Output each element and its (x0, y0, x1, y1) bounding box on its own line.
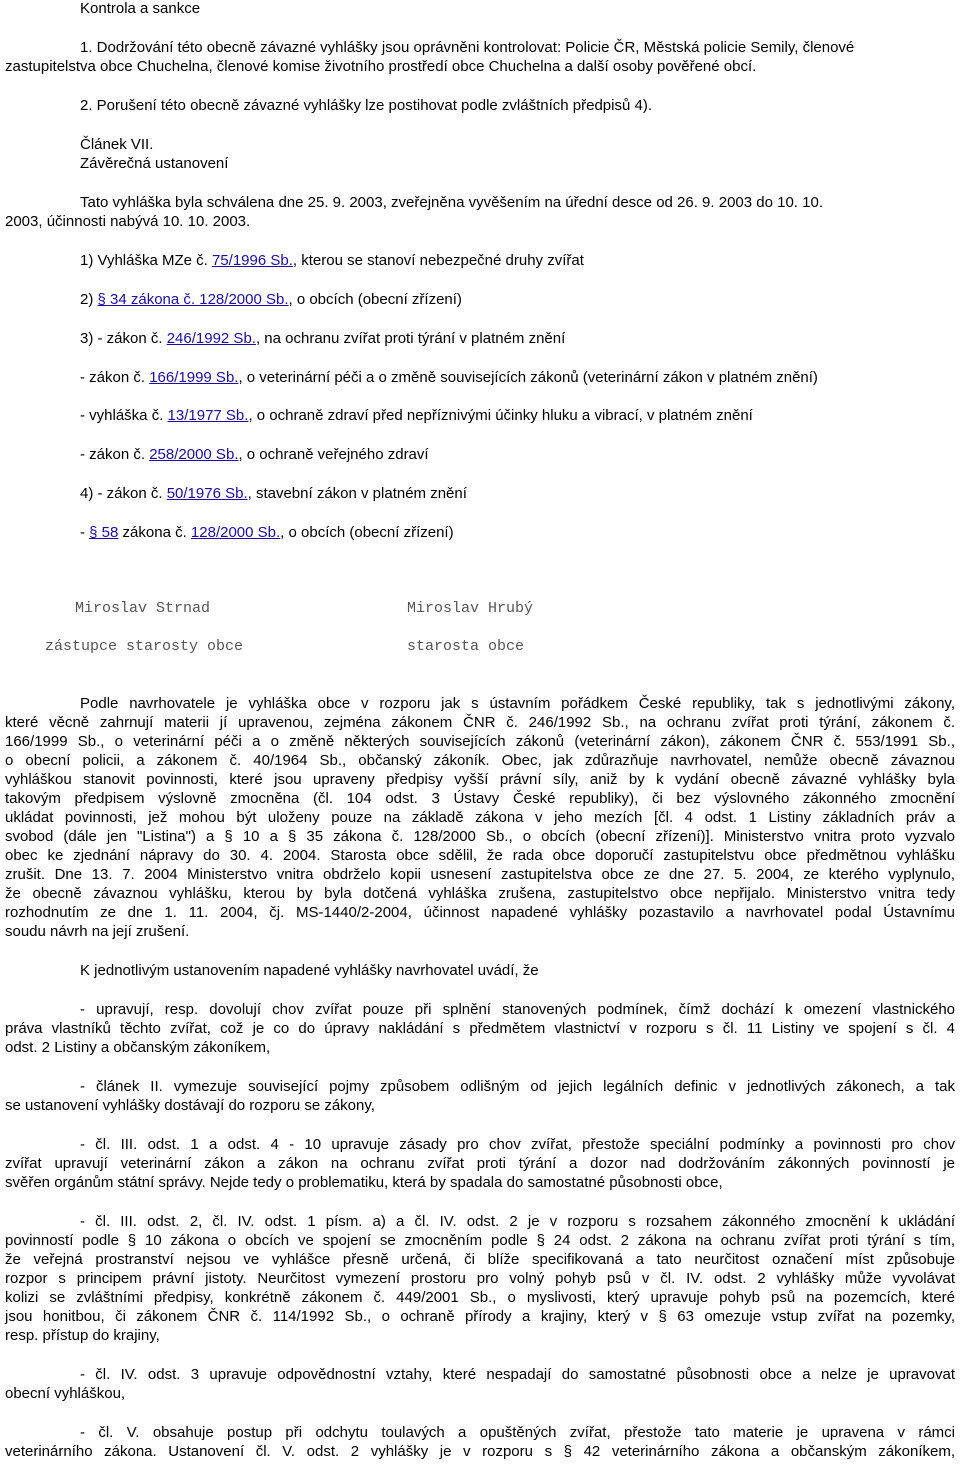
body-line: které věcně zahrnují materii jí upravenou, zejména zákonem ČNR č. 246/1992 Sb., na ochranu zvířat proti týrání, zákonem č. (5, 714, 955, 731)
body-line: o obecní policii, a zákonem č. 40/1964 Sb., občanský zákoník. Obec, jak zdůrazňuje navrhovatel, nemůže obecně závaznou (5, 752, 955, 769)
body-line: takovým předpisem výslovně zmocněna (čl. 104 odst. 3 Ústavy České republiky), či bez výslovného zákonného zmocnění (5, 790, 955, 807)
footnote-link[interactable]: 166/1999 Sb. (149, 369, 239, 386)
footnote: 1) Vyhláška MZe č. 75/1996 Sb., kterou se stanoví nebezpečné druhy zvířat (80, 252, 584, 269)
final-line-1: Tato vyhláška byla schválena dne 25. 9. 2003, zveřejněna vyvěšením na úřední desce od 26. 9. 2003 do 10. 10. (80, 194, 823, 211)
footnote: 3) - zákon č. 246/1992 Sb., na ochranu zvířat proti týrání v platném znění (80, 330, 566, 347)
bullet-line: - čl. III. odst. 2, čl. IV. odst. 1 písm. a) a čl. IV. odst. 2 je v rozporu s rozsahem zákonného zmocnění k ukládání (80, 1213, 955, 1230)
footnote-link[interactable]: 13/1977 Sb. (167, 407, 249, 424)
body-line: rozhodnutím ze dne 1. 11. 2004, čj. MS-1440/2-2004, účinnost napadené vyhlášky pozastavilo a navrhovatel podal Ústavnímu (5, 904, 955, 921)
bullet-line: kolizi se zvláštními předpisy, konkrétně zákonem č. 449/2001 Sb., o myslivosti, který upravuje pohyb psů na pozemcích, které (5, 1289, 955, 1306)
signature-right-name: Miroslav Hrubý (407, 600, 534, 617)
bullet-line: - upravují, resp. dovolují chov zvířat pouze při splnění stanovených podmínek, čímž dochází k omezení vlastnického (80, 1001, 955, 1018)
body-line: ukládat povinnosti, jež mohou být uloženy pouze na základě zákona v jeho mezích [čl. 4 odst. 1 Listiny základních práv a (5, 809, 955, 826)
bullet-line: odst. 2 Listiny a občanským zákoníkem, (5, 1039, 271, 1056)
bullet-line: - čl. III. odst. 1 a odst. 4 - 10 upravuje zásady pro chov zvířat, přestože speciální podmínky a povinnosti pro chov (80, 1136, 955, 1153)
footnote-link[interactable]: § 34 zákona č. 128/2000 Sb. (97, 291, 289, 308)
footnote: - zákon č. 166/1999 Sb., o veterinární péči a o změně souvisejících zákonů (veterinární zákon v platném znění) (80, 369, 818, 386)
footnote-link[interactable]: § 58 (89, 524, 119, 541)
footnote-link[interactable]: 50/1976 Sb. (166, 485, 248, 502)
final-line-2: 2003, účinnosti nabývá 10. 10. 2003. (5, 213, 251, 230)
bullet-line: resp. přístup do krajiny, (5, 1327, 160, 1344)
signature-right-role: starosta obce (407, 638, 525, 655)
body-line: soudu návrh na její zrušení. (5, 923, 190, 940)
bullet-line: - čl. V. obsahuje postup při odchytu toulavých a opuštěných zvířat, přestože tato materie je upravena v rámci (80, 1424, 955, 1441)
bullet-line: že veřejná prostranství nejsou ve vyhlášce přesně určená, či blíže specifikovaná a tato neurčitost označení míst způsobuje (5, 1251, 955, 1268)
footnote: - zákon č. 258/2000 Sb., o ochraně veřejného zdraví (80, 446, 429, 463)
signature-left-name: Miroslav Strnad (75, 600, 211, 617)
body-line: že obecně závaznou vyhlášku, kterou by byla dotčená vyhláška zrušena, zastupitelstvo obce nepřijalo. Ministerstvo vnitra tedy (5, 885, 955, 902)
paragraph-1-line-2: zastupitelstva obce Chuchelna, členové komise životního prostředí obce Chuchelna a další osoby pověřené obcí. (5, 58, 757, 75)
body-line: obec ke zjednání nápravy do 30. 4. 2004. Starosta obce sdělil, že rada obce doporučí zastupitelstvu obce předmětnou vyhlášku (5, 847, 955, 864)
bullet-line: se ustanovení vyhlášky dostávají do rozporu se zákony, (5, 1097, 375, 1114)
paragraph-2: 2. Porušení této obecně závazné vyhlášky lze postihovat podle zvláštních předpisů 4). (80, 97, 652, 114)
intro-2: K jednotlivým ustanovením napadené vyhlášky navrhovatel uvádí, že (80, 962, 539, 979)
article-number: Článek VII. (80, 136, 154, 153)
heading: Kontrola a sankce (80, 0, 201, 17)
bullet-line: jsou honitbou, či zákonem ČNR č. 114/1992 Sb., o ochraně přírody a krajiny, který v § 63 omezuje vstup zvířat na pozemky, (5, 1308, 955, 1325)
bullet-line: rozpor s principem právní jistoty. Neurčitost vymezení prostoru pro volný pohyb psů v čl. IV. odst. 2 vyhlášky může vyvolávat (5, 1270, 955, 1287)
footnote-link[interactable]: 246/1992 Sb. (166, 330, 256, 347)
article-title: Závěrečná ustanovení (80, 155, 229, 172)
paragraph-1-line-1: 1. Dodržování této obecně závazné vyhlášky jsou oprávněni kontrolovat: Policie ČR, Městská policie Semily, členové (80, 39, 855, 56)
footnote-link[interactable]: 75/1996 Sb. (211, 252, 293, 269)
bullet-line: veterinárního zákona. Ustanovení čl. V. odst. 2 vyhlášky je v rozporu s § 42 veterinárního zákona a občanským zákoníkem, (5, 1443, 955, 1460)
bullet-line: zvířat upravují veterinární zákon a zákon na ochranu zvířat proti týrání a dozor nad dodržováním zákonných povinností je (5, 1155, 955, 1172)
body-line: 166/1999 Sb., o veterinární péči a o změně některých souvisejících zákonů (veterinární zákon), zákonem ČNR č. 553/1991 Sb., (5, 733, 955, 750)
body-line: Podle navrhovatele je vyhláška obce v rozporu jak s ústavním pořádkem České republiky, tak s jednotlivými zákony, (80, 695, 955, 712)
body-line: vyhláškou stanovit povinnosti, které jsou upraveny předpisy vyšší právní síly, aniž by k vydání obecně závazné vyhlášky byla (5, 771, 955, 788)
bullet-line: - čl. IV. odst. 3 upravuje odpovědnostní vztahy, které nespadají do samostatné působnosti obce a nelze je upravovat (80, 1366, 955, 1383)
bullet-line: svěřen orgánům státní správy. Nejde tedy o problematiku, která by spadala do samostatné působnosti obce, (5, 1174, 723, 1191)
bullet-line: - článek II. vymezuje související pojmy způsobem odlišným od jejich legálních definic v jednotlivých zákonech, a tak (80, 1078, 955, 1095)
body-line: svobod (dále jen "Listina") a § 10 a § 35 zákona č. 128/2000 Sb., o obcích (obecní zřízení)]. Ministerstvo vnitra proto vyzvalo (5, 828, 955, 845)
body-line: zrušit. Dne 13. 7. 2004 Ministerstvo vnitra obdrželo kopii usnesení zastupitelstva obce ze dne 27. 5. 2004, ze kterého vyplynulo, (5, 866, 955, 883)
bullet-line: práva vlastníků těchto zvířat, což je co do úpravy nakládání s předmětem vlastnictví v rozporu s čl. 11 Listiny ve spojení s čl. 4 (5, 1020, 955, 1037)
footnote-link[interactable]: 128/2000 Sb. (190, 524, 281, 541)
bullet-line: povinností podle § 10 zákona o obcích ve spojení se zmocněním podle § 24 odst. 2 zákona na ochranu zvířat proti týrání s tím, (5, 1232, 955, 1249)
footnote: 2) § 34 zákona č. 128/2000 Sb., o obcích (obecní zřízení) (80, 291, 462, 308)
signature-left-role: zástupce starosty obce (45, 638, 244, 655)
footnote: - vyhláška č. 13/1977 Sb., o ochraně zdraví před nepříznivými účinky hluku a vibrací, v platném znění (80, 407, 753, 424)
footnote-link[interactable]: 258/2000 Sb. (149, 446, 239, 463)
footnote: 4) - zákon č. 50/1976 Sb., stavební zákon v platném znění (80, 485, 467, 502)
footnote: - § 58 zákona č. 128/2000 Sb., o obcích (obecní zřízení) (80, 524, 454, 541)
bullet-line: obecní vyhláškou, (5, 1385, 126, 1402)
